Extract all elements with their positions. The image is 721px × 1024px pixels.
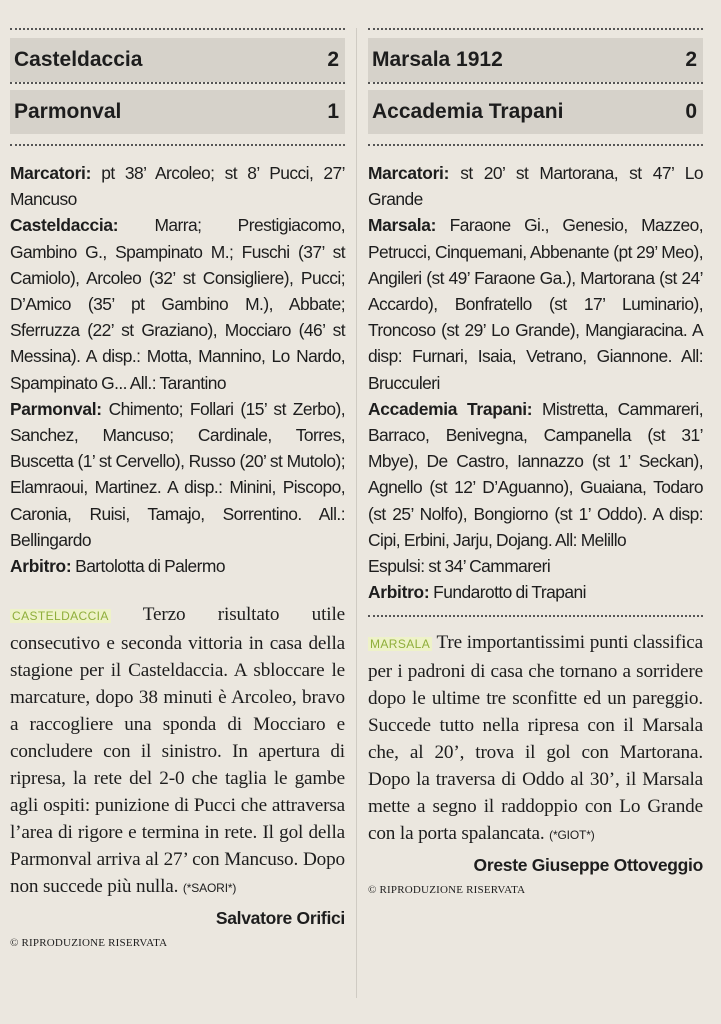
article-initials: (*GIOT*) (549, 828, 595, 843)
away-lineup-text: Chimento; Follari (15’ st Zerbo), Sanchez, Mancuso; Cardinale, Torres, Buscetta (1’ st Cervello), Russo (20’ st Mutolo); Elamraoui, Martinez. A disp.: Minini, Piscopo, Caronia, Ruisi, Tamajo, Sorrentino. All.: Bellingardo (10, 398, 345, 550)
away-team-score: 0 (685, 100, 697, 123)
article-author: Oreste Giuseppe Ottoveggio (473, 855, 703, 876)
referee-line (368, 579, 703, 605)
match-report-left (10, 0, 345, 949)
away-team-name: Parmonval (14, 100, 122, 123)
referee-label: Arbitro: (10, 556, 72, 577)
scorers-label: Marcatori: (368, 163, 450, 183)
article-text: Terzo risultato utile consecutivo e seconda vittoria in casa della stagione per il Casteldaccia. A sbloccare le marcature, dopo 38 minuti è Arcoleo, bravo a raccogliere una sponda di Mocciaro e concludere con il sinistro. In apertura di ripresa, la rete del 2-0 che taglia le gambe agli ospiti: punizione di Pucci che attraversa l’area di rigore e termina in rete. Il gol della Parmonval arriva al 27’ con Mancuso. Dopo non succede più nulla. (10, 604, 345, 898)
article-initials: (*SAORI*) (182, 881, 237, 896)
home-lineup (10, 212, 345, 395)
referee-line (10, 553, 345, 579)
home-team-row (10, 38, 345, 82)
score-dotted-rule (10, 82, 345, 84)
match-report-right (368, 0, 703, 896)
referee-text: Bartolotta di Palermo (71, 556, 225, 577)
details-bottom-rule (368, 615, 703, 617)
column-divider (356, 28, 357, 998)
article-tag: MARSALA (370, 637, 431, 652)
scorers-text: st 20’ st Martorana, st 47’ Lo Grande (368, 163, 703, 210)
referee-label: Arbitro: (368, 582, 430, 603)
away-lineup-label: Accademia Trapani: (368, 398, 533, 419)
match-details (368, 160, 703, 605)
away-team-row (10, 90, 345, 134)
away-team-name: Accademia Trapani (372, 100, 564, 123)
match-details (10, 160, 345, 579)
home-lineup (368, 212, 703, 395)
home-team-score: 2 (685, 48, 697, 71)
away-lineup-label: Parmonval: (10, 398, 102, 419)
article-body (368, 629, 703, 849)
away-team-row (368, 90, 703, 134)
away-lineup (368, 396, 703, 553)
top-dotted-rule (10, 28, 345, 30)
home-team-score: 2 (327, 48, 339, 71)
scorers-line (368, 160, 703, 212)
home-team-row (368, 38, 703, 82)
article-author: Salvatore Orifici (215, 908, 345, 929)
score-dotted-rule (368, 82, 703, 84)
home-team-name: Marsala 1912 (372, 48, 503, 71)
score-bottom-rule (368, 144, 703, 146)
article-text: Tre importantissimi punti classifica per i padroni di casa che tornano a sorridere dopo le ultime tre sconfitte ed un pareggio. Succede tutto nella ripresa con il Marsala che, al 20’, trova il gol con Martorana. Dopo la traversa di Oddo al 30’, il Marsala mette a segno il raddoppio con Lo Grande con la porta spalancata. (368, 632, 703, 845)
scorers-text: pt 38’ Arcoleo; st 8’ Pucci, 27’ Mancuso (10, 163, 345, 210)
home-lineup-text: Faraone Gi., Genesio, Mazzeo, Petrucci, Cinquemani, Abbenante (pt 29’ Meo), Angileri (st 49’ Faraone Ga.), Martorana (st 24’ Accardo), Bonfratello (st 17’ Luminario), Troncoso (st 29’ Lo Grande), Mangiaracina. A disp: Furnari, Isaia, Vetrano, Giannone. All: Brucculeri (368, 215, 703, 393)
referee-text: Fundarotto di Trapani (429, 582, 586, 603)
score-bottom-rule (10, 144, 345, 146)
expelled-line: Espulsi: st 34’ Cammareri (368, 556, 551, 577)
top-dotted-rule (368, 28, 703, 30)
scorers-line (10, 160, 345, 212)
article-tag: CASTELDACCIA (12, 609, 109, 624)
away-team-score: 1 (327, 100, 339, 123)
away-lineup-text: Mistretta, Cammareri, Barraco, Benivegna, Campanella (st 31’ Mbye), De Castro, Iannazzo (st 1’ Seckan), Agnello (st 12’ D’Aguanno), Guaiana, Todaro (st 25’ Nolfo), Bongiorno (st 1’ Oddo). A disp: Cipi, Erbini, Jarju, Dojang. All: Melillo (368, 398, 703, 550)
home-lineup-label: Casteldaccia: (10, 215, 119, 236)
scorers-label: Marcatori: (10, 163, 92, 183)
copyright-notice: © RIPRODUZIONE RISERVATA (10, 937, 168, 950)
home-team-name: Casteldaccia (14, 48, 143, 71)
home-lineup-label: Marsala: (368, 215, 437, 236)
home-lineup-text: Marra; Prestigiacomo, Gambino G., Spampinato M.; Fuschi (37’ st Camiolo), Arcoleo (32’ st Consigliere), Pucci; D’Amico (35’ pt Gambino M.), Abbate; Sferruzza (22’ st Graziano), Mocciaro (46’ st Messina). A disp.: Motta, Mannino, Lo Nardo, Spampinato G... All.: Tarantino (10, 215, 345, 393)
copyright-notice: © RIPRODUZIONE RISERVATA (368, 884, 526, 897)
article-body (10, 601, 345, 902)
away-lineup (10, 396, 345, 553)
